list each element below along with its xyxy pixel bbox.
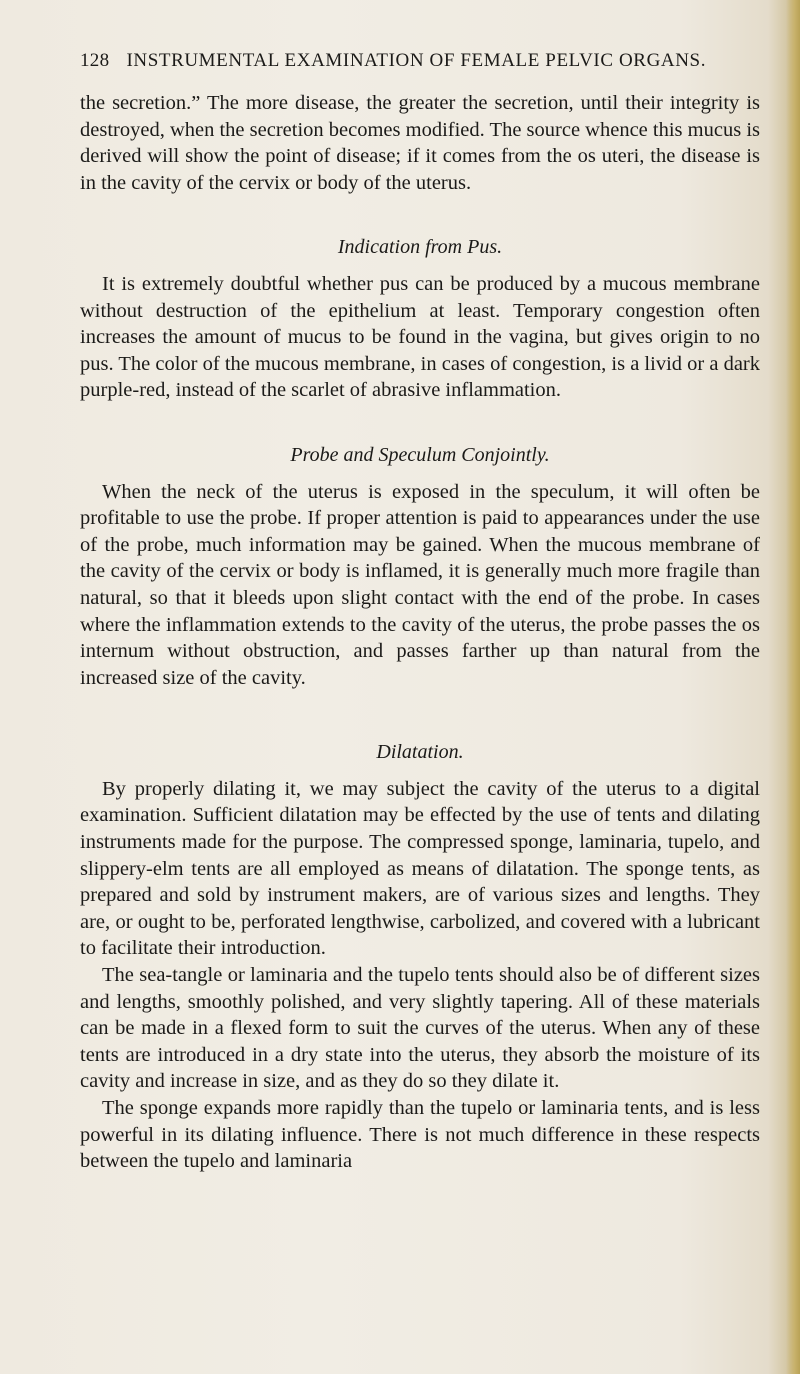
paragraph-dilatation-1: By properly dilating it, we may subject the cavity of the uterus to a digital examination. Sufficient dilatation may be effected by the use of tents and dilating instruments made for the purpose. The compressed sponge, laminaria, tupelo, and slippery-elm tents are all employed as means of dilatation. The sponge tents, as prepared and sold by instrument makers, are of various sizes and lengths. They are, or ought to be, perforated lengthwise, carbolized, and covered with a lubricant to facilitate their introduction.	[80, 777, 760, 960]
paragraph-pus: It is extremely doubtful whether pus can be produced by a mucous membrane without destruction of the epithelium at least. Temporary congestion often increases the amount of mucus to be found in the vagina, but gives origin to no pus. The color of the mucous membrane, in cases of congestion, is a livid or a dark purple-red, instead of the scarlet of abrasive inflammation.	[80, 272, 760, 402]
page-number: 128	[80, 50, 110, 71]
paragraph-probe: When the neck of the uterus is exposed in the speculum, it will often be profitable to use the probe. If proper attention is paid to appearances under the use of the probe, much information may be gained. When the mucous membrane of the cavity of the cervix or body is inflamed, it is generally much more fragile than natural, so that it bleeds upon slight contact with the end of the probe. In cases where the inflammation extends to the cavity of the uterus, the probe passes the os internum without obstruction, and passes farther up than natural from the increased size of the cavity.	[80, 480, 760, 689]
running-title: INSTRUMENTAL EXAMINATION OF FEMALE PELVIC ORGANS.	[126, 50, 707, 71]
paragraph-dilatation-3: The sponge expands more rapidly than the tupelo or laminaria tents, and is less powerful in its dilating influence. There is not much difference in these respects between the tupelo and laminaria	[80, 1097, 760, 1173]
running-header	[80, 50, 760, 72]
paragraph-intro: the secretion.” The more disease, the greater the secretion, until their integrity is destroyed, when the secretion becomes modified. The source whence this mucus is derived will show the point of disease; if it comes from the os uteri, the disease is in the cavity of the cervix or body of the uterus.	[80, 92, 760, 194]
page-body	[80, 90, 760, 1175]
paragraph-dilatation-2: The sea-tangle or laminaria and the tupelo tents should also be of different sizes and lengths, smoothly polished, and very slightly tapering. All of these materials can be made in a flexed form to suit the curves of the uterus. When any of these tents are introduced in a dry state into the uterus, they absorb the moisture of its cavity and increase in size, and as they do so they dilate it.	[80, 964, 760, 1093]
heading-probe-and-speculum: Probe and Speculum Conjointly.	[290, 443, 550, 466]
page-edge	[786, 0, 800, 1374]
heading-indication-from-pus: Indication from Pus.	[337, 236, 503, 259]
heading-dilatation: Dilatation.	[376, 741, 464, 764]
